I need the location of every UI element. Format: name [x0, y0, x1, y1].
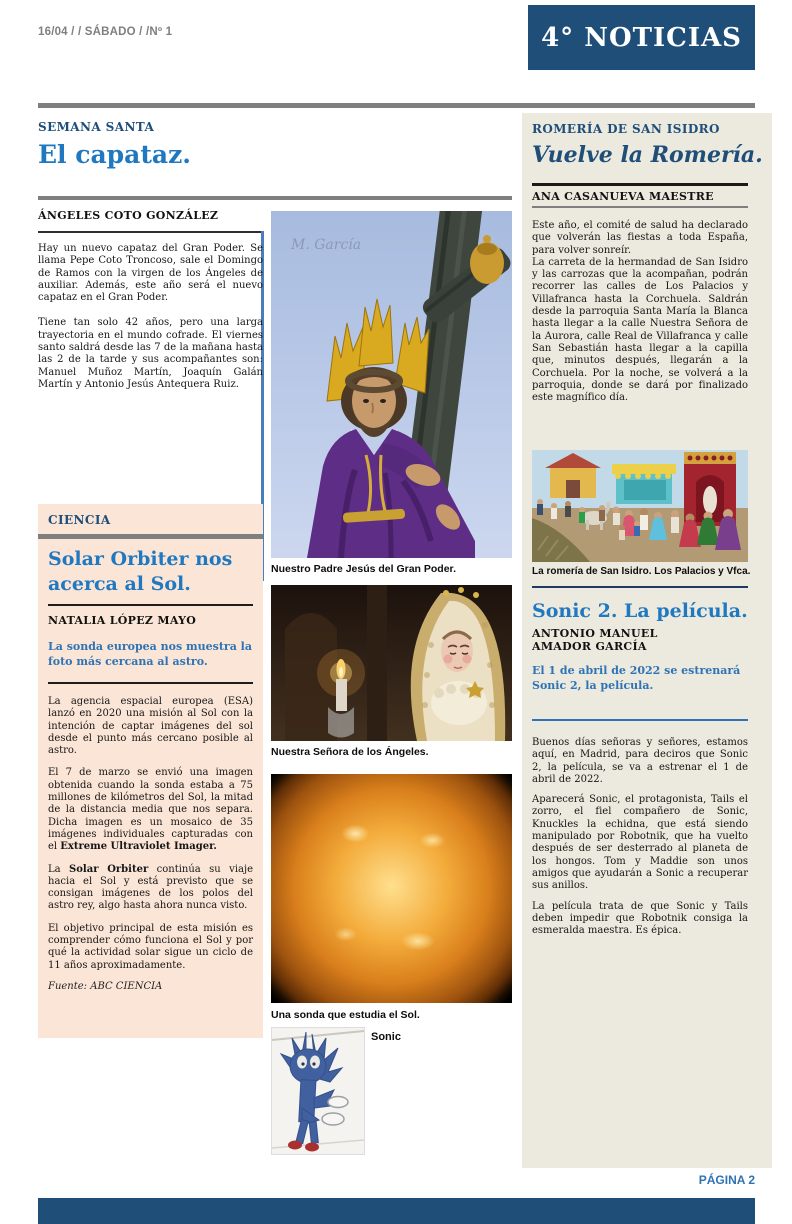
divider-under-solar-subtitle [48, 682, 253, 684]
divider-under-romeria-caption [532, 586, 748, 588]
solar-paragraph [48, 767, 253, 853]
sun-photo [271, 774, 512, 1003]
sonic2-paragraph: Buenos días señoras y señores, estamos aquí, en Madrid, para deciros que Sonic 2, la película, se va a estrenar el 1 de abril de 2022. [532, 737, 748, 785]
solar-source-note: Fuente: ABC CIENCIA [48, 980, 163, 992]
footer-bar [38, 1198, 755, 1224]
romeria-paragraph: Este año, el comité de salud ha declarado que volverán las fiestas a toda España, para volver sonreír. [532, 220, 748, 256]
capataz-paragraph: Hay un nuevo capataz del Gran Poder. Se llama Pepe Coto Troncoso, sale el Domingo de Ramos con la virgen de los Ángeles de auxiliar. Además, este año será el nuevo capataz en el Gran Poder. [38, 243, 263, 304]
angeles-caption: Nuestra Señora de los Ángeles. [271, 746, 429, 758]
masthead-title: 4° NOTICIAS [541, 22, 742, 53]
solar-bold-term: Extreme Ultraviolet Imager. [60, 841, 217, 853]
headline-el-capataz: El capataz. [38, 140, 192, 169]
romeria-illustration [532, 450, 748, 562]
photo-watermark: M. García [291, 237, 362, 253]
ciencia-gray-bar [38, 534, 263, 539]
headline-solar-orbiter: Solar Orbiter nos acerca al Sol. [48, 548, 233, 595]
section-label-semana-santa: SEMANA SANTA [38, 120, 155, 134]
page-number: PÁGINA 2 [698, 1173, 755, 1187]
solar-paragraph-text: El 7 de marzo se envió una imagen obtenida cuando la sonda estaba a 75 millones de kilómetros del Sol, la mitad de la distancia media que nos separa. Dicha imagen es un mosaico de 35 imágenes individuales capturadas con el [48, 767, 253, 853]
solar-paragraph-text: continúa su viaje hacia el Sol y está previsto que se consigan imágenes de los polos del astro rey, algo hasta ahora nunca visto. [48, 863, 253, 912]
sonic-drawing-illustration [272, 1028, 364, 1154]
romeria-caption: La romería de San Isidro. Los Palacios y Vfca. [532, 566, 751, 577]
solar-subtitle: La sonda europea nos muestra la foto más cercana al astro. [48, 640, 252, 668]
header-rule [38, 103, 755, 108]
divider-under-capataz-title [38, 196, 512, 200]
sonic-drawing [271, 1027, 365, 1155]
section-label-ciencia: CIENCIA [48, 513, 111, 527]
byline-antonio-amador: ANTONIO MANUEL AMADOR GARCÍA [532, 627, 658, 653]
gran-poder-photo [271, 211, 512, 558]
divider-under-romeria-byline [532, 206, 748, 208]
angeles-photo [271, 585, 512, 741]
romeria-paragraph: La carreta de la hermandad de San Isidro y las carrozas que la acompañan, podrán recorrer las calles de Los Palacios y Villafranca hasta la Corchuela. Saldrán desde la parroquia Santa María la Blanca hasta llegar a la calle Nuestra Señora de la Aurora, calle Real de Villafranca y calle San Sebastián hasta llegar a la capilla que, minutos después, llegarán a la Corchuela. Por la noche, se volverá a la parroquia, donde se dará por finalizado este magnífico día. [532, 256, 748, 404]
sonic-drawing-label: Sonic [371, 1031, 401, 1043]
byline-natalia-lopez: NATALIA LÓPEZ MAYO [48, 614, 197, 627]
divider-under-sonic2-subtitle [532, 719, 748, 721]
solar-paragraph: La agencia espacial europea (ESA) lanzó en 2020 una misión al Sol con la intención de captar imágenes del sol desde el punto más cercano posible al astro. [48, 696, 253, 757]
divider-under-capataz-byline [38, 231, 263, 233]
angeles-illustration [271, 585, 512, 741]
sonic2-subtitle: El 1 de abril de 2022 se estrenará Sonic 2, la película. [532, 664, 741, 692]
capataz-paragraph: Tiene tan solo 42 años, pero una larga trayectoria en el mundo cofrade. El viernes santo saldrá desde las 7 de la mañana hasta las 2 de la tarde y sus acompañantes son: Manuel Muñoz Martín, Joaquín Galán Martín y Antonio Jesús Antequera Ruiz. [38, 317, 263, 390]
romeria-article-body [532, 220, 748, 404]
solar-bold-term: Solar Orbiter [69, 863, 149, 875]
masthead-box [528, 5, 755, 70]
headline-sonic2: Sonic 2. La película. [532, 600, 748, 622]
sonic2-paragraph: Aparecerá Sonic, el protagonista, Tails el zorro, el fiel compañero de Sonic, Knuckles la echidna, que está siendo manipulado por Robotnik, que ha vuelto después de ser desterrado al planeta de los hongos. Tom y Maddie son unos amigos que ayudarán a Sonic a recuperar sus anillos. [532, 794, 748, 892]
gran-poder-caption: Nuestro Padre Jesús del Gran Poder. [271, 563, 456, 575]
solar-paragraph-text: La [48, 863, 70, 875]
byline-angeles-coto: ÁNGELES COTO GONZÁLEZ [38, 209, 219, 222]
solar-paragraph: El objetivo principal de esta misión es comprender cómo funciona el Sol y por qué la actividad solar sigue un ciclo de 11 años aproximadamente. [48, 922, 253, 971]
date-line: 16/04 / / SÁBADO / /Nº 1 [38, 26, 173, 38]
sun-caption: Una sonda que estudia el Sol. [271, 1009, 420, 1021]
divider-under-solar-title [48, 604, 253, 606]
solar-article-body [48, 696, 253, 972]
sonic2-article-body [532, 737, 748, 937]
capataz-article-body [38, 243, 263, 391]
sonic2-paragraph: La película trata de que Sonic y Tails deben impedir que Robotnik consiga la esmeralda maestra. Es épica. [532, 900, 748, 937]
byline-ana-casanueva: ANA CASANUEVA MAESTRE [532, 190, 714, 203]
solar-paragraph [48, 864, 253, 913]
divider-over-romeria-byline [532, 183, 748, 186]
romeria-photo [532, 450, 748, 562]
ciencia-section-box [38, 504, 263, 1038]
section-label-romeria: ROMERÍA DE SAN ISIDRO [532, 122, 720, 136]
gran-poder-illustration [271, 211, 512, 558]
headline-vuelve-la-romeria: Vuelve la Romería. [532, 142, 763, 168]
